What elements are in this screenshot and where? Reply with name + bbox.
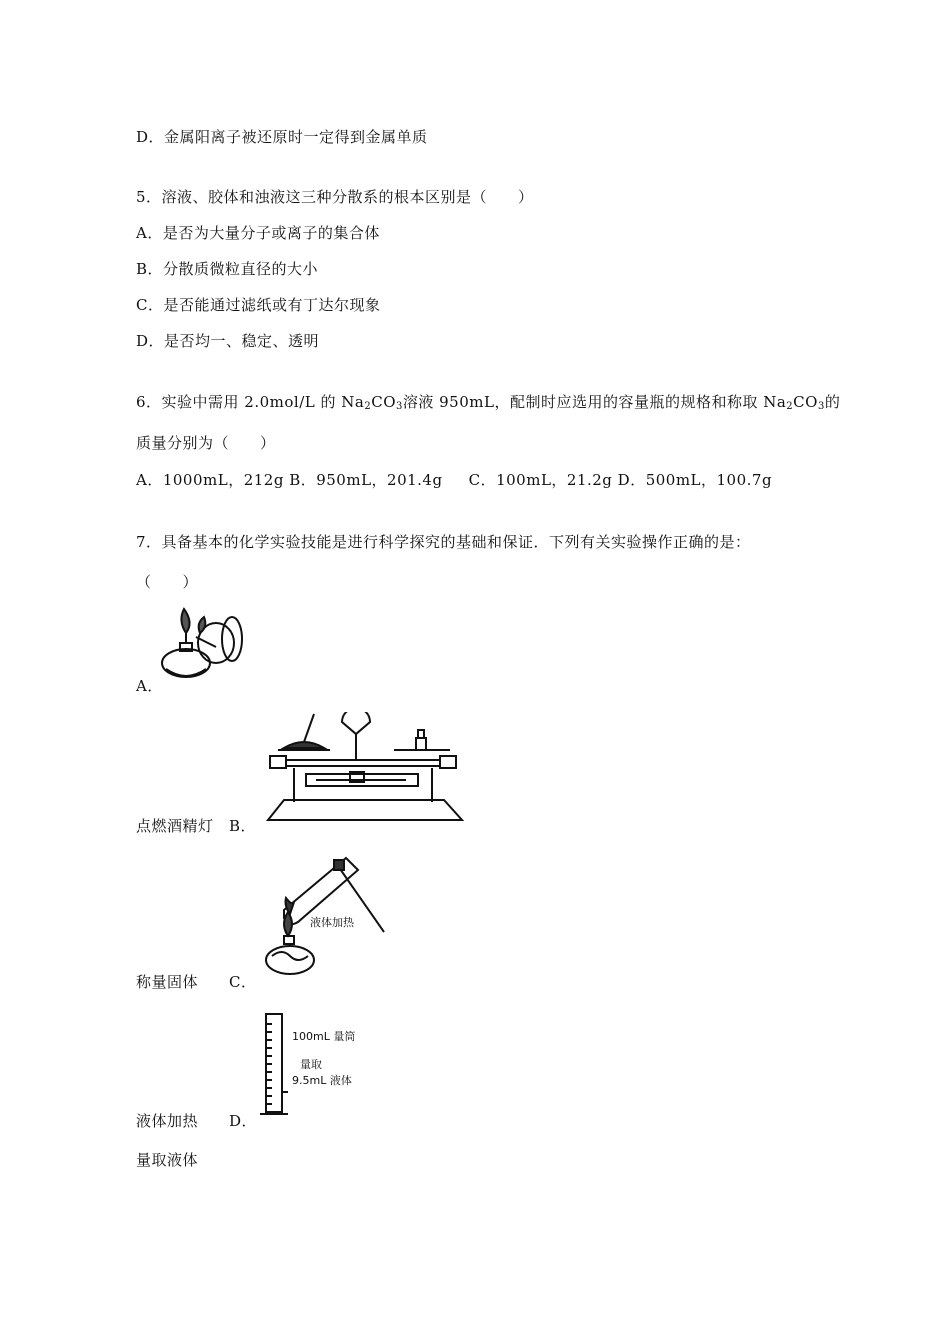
q6-stem-line2: 质量分别为（ ） xyxy=(136,434,276,452)
q7-caption-d: 量取液体 xyxy=(136,1151,199,1169)
q5-option-a: A．是否为大量分子或离子的集合体 xyxy=(136,224,380,242)
q6-stem: 6．实验中需用 2.0mol/L 的 $Na_2CO_3$溶液 950mL，配制时应选用的容量瓶的规格和称取 $Na_2CO_3$的 xyxy=(136,393,841,412)
q4-option-d: D．金属阳离子被还原时一定得到金属单质 xyxy=(136,128,428,146)
alcohol-lamp-lighting-figure xyxy=(156,603,248,683)
q7-answer-paren: （ ） xyxy=(136,573,199,591)
q5-stem: 5．溶液、胶体和浊液这三种分散系的根本区别是（ ） xyxy=(136,188,534,206)
q5-option-c: C．是否能通过滤纸或有丁达尔现象 xyxy=(136,296,381,314)
q6-options: A．1000mL，212g B．950mL，201.4g C．100mL，21.2g D．500mL，100.7g xyxy=(136,471,773,489)
figure-d-label-1: 100mL 量筒 xyxy=(292,1030,356,1043)
q7-caption-c-label-d: 液体加热 D． xyxy=(136,1112,258,1130)
q7-caption-a-label-b: 点燃酒精灯 B． xyxy=(136,817,257,835)
figure-d-label-2: 量取 xyxy=(300,1058,322,1071)
q7-label-a: A． xyxy=(136,677,163,695)
figure-d-label-3: 9.5mL 液体 xyxy=(292,1074,352,1087)
balance-scale-figure xyxy=(266,712,464,824)
figure-c-label: 液体加热 xyxy=(310,916,354,929)
q7-caption-b-label-c: 称量固体 C． xyxy=(136,973,257,991)
q5-option-d: D．是否均一、稳定、透明 xyxy=(136,332,320,350)
q7-stem: 7．具备基本的化学实验技能是进行科学探究的基础和保证．下列有关实验操作正确的是： xyxy=(136,533,751,551)
graduated-cylinder-figure xyxy=(258,1010,370,1120)
q5-option-b: B．分散质微粒直径的大小 xyxy=(136,260,319,278)
test-tube-heating-figure xyxy=(262,852,388,980)
